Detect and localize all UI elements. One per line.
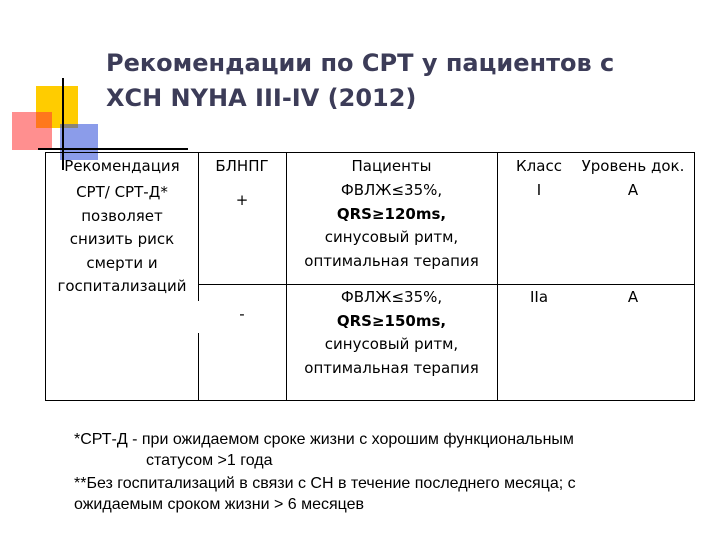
footnote-hospitalization-continued: ожидаемым сроком жизни > 6 месяцев (74, 496, 365, 513)
row1-class: I (536, 181, 542, 199)
footnote-crt-d-continued: статусом >1 года (146, 452, 273, 469)
recommendation-line: госпитализаций (57, 277, 187, 295)
recommendation-line: снизить риск (69, 230, 175, 248)
header-level: Уровень док. (581, 157, 685, 175)
footnote-hospitalization: **Без госпитализаций в связи с СН в течение последнего месяца; с (74, 475, 576, 492)
footnote-crt-d: *СРТ-Д - при ожидаемом сроке жизни с хорошим функциональным (74, 431, 574, 448)
title-line-1: Рекомендации по СРТ у пациентов с (106, 49, 615, 77)
decorative-red-square (12, 112, 52, 150)
title-line-2: ХСН NYHA III-IV (2012) (106, 84, 417, 112)
recommendation-line: позволяет (81, 206, 163, 225)
row-divider (199, 284, 695, 285)
recommendation-line: смерти и (86, 253, 158, 272)
header-recommendation: Рекомендация (64, 157, 180, 175)
patients-line: синусовый ритм, (324, 228, 459, 246)
patients-line: синусовый ритм, (324, 335, 459, 353)
slide-title (106, 46, 696, 116)
patients-line: оптимальная терапия (304, 358, 479, 377)
row1-level: A (627, 181, 639, 199)
row1-patients (286, 179, 497, 273)
row1-lbbb: + (235, 191, 249, 209)
patients-line: ФВЛЖ≤35%, (340, 181, 443, 199)
header-class: Класс (516, 157, 562, 175)
row2-class: IIa (529, 288, 549, 306)
header-lbbb: БЛНПГ (215, 157, 269, 175)
recommendations-table (45, 152, 695, 401)
column-divider (198, 333, 199, 401)
header-patients: Пациенты (351, 157, 432, 175)
patients-line: QRS≥150ms, (336, 311, 447, 330)
column-divider (497, 153, 498, 401)
row2-lbbb: - (239, 305, 245, 323)
patients-line: оптимальная терапия (304, 251, 479, 270)
row2-level: A (627, 288, 639, 306)
row2-patients (286, 286, 497, 380)
patients-line: ФВЛЖ≤35%, (340, 288, 443, 306)
recommendation-line: СРТ/ СРТ-Д* (76, 183, 168, 201)
patients-line: QRS≥120ms, (336, 204, 447, 223)
decorative-horizontal-line (38, 148, 188, 150)
recommendation-cell (46, 181, 198, 299)
